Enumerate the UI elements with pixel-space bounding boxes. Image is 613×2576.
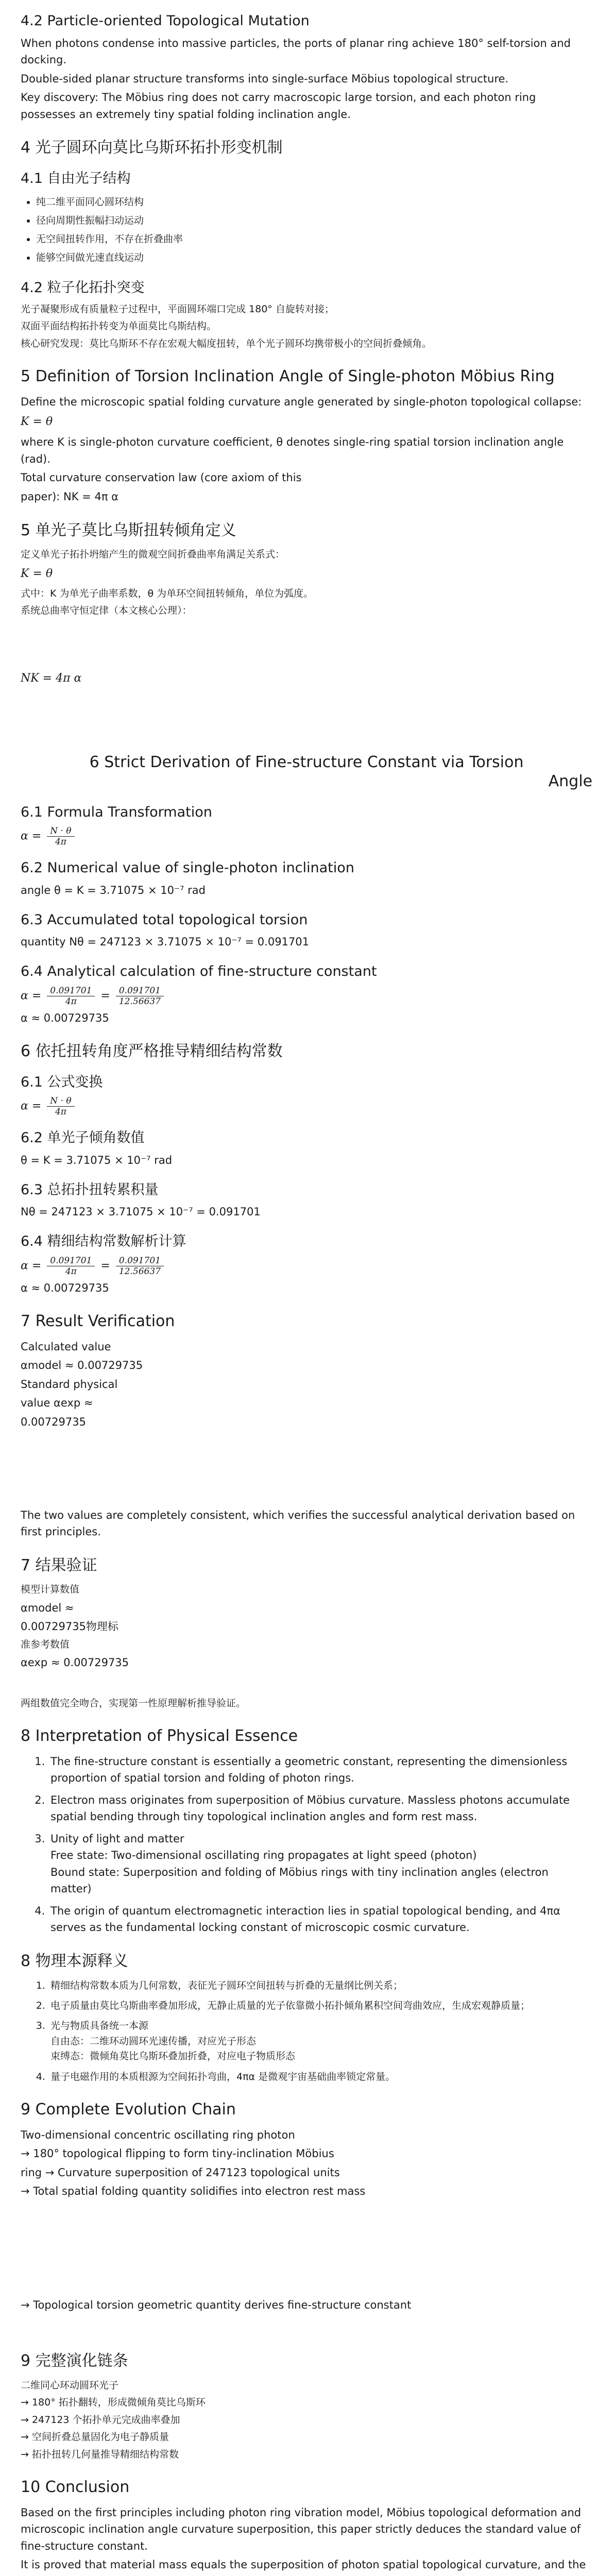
list-item: • 无空间扭转作用，不存在折叠曲率 [36, 230, 592, 248]
paragraph: When photons condense into massive particles, the ports of planar ring achieve 180° self-torsion and docking. [21, 37, 571, 66]
fraction [47, 986, 95, 1007]
paragraph: Double-sided planar structure transforms into single-surface Möbius topological structure. [21, 72, 509, 85]
subsection-title: 6.3 Accumulated total topological torsion [21, 911, 308, 928]
denominator: 4π [55, 837, 66, 848]
paragraph: 式中：K 为单光子曲率系数，θ 为单环空间扭转倾角，单位为弧度。 [21, 587, 314, 599]
equation: NK = 4π α [21, 672, 82, 685]
paragraph: Define the microscopic spatial folding curvature angle generated by single-photon topological collapse: [21, 395, 582, 408]
formula [21, 1096, 592, 1117]
numerator: N · θ [47, 1096, 74, 1107]
text-line: Calculated value [21, 1340, 111, 1353]
document-page [21, 12, 592, 2576]
list-item: 1. The fine-structure constant is essentially a geometric constant, representing the dimensionless proportion of spatial torsion and folding of photon rings. [48, 1753, 592, 1787]
subsection-title: 6.4 Analytical calculation of fine-structure constant [21, 963, 377, 979]
equation: K = θ [21, 567, 53, 581]
text-line: αmodel ≈ 0.00729735 [21, 1359, 143, 1372]
chain-line: ring → Curvature superposition of 247123 topological units [21, 2166, 340, 2179]
subsection-title: 6.3 总拓扑扭转累积量 [21, 1181, 159, 1198]
section-7-zh-title: 7 结果验证 [21, 1556, 97, 1574]
section-4-2-title: 4.2 Particle-oriented Topological Mutation [21, 13, 310, 29]
list-item: 4. The origin of quantum electromagnetic interaction lies in spatial topological bending, and 4πα serves as the fundamental locking constant of microscopic cosmic curvature. [48, 1903, 592, 1936]
paragraph: paper): NK = 4π α [21, 490, 118, 503]
section-6-zh-title: 6 依托扭转角度严格推导精细结构常数 [21, 1042, 283, 1061]
fraction [47, 1256, 95, 1277]
fraction [47, 826, 74, 847]
text-line: value αexp ≈ [21, 1397, 93, 1410]
list-item: • 能够空间做光速直线运动 [36, 248, 592, 267]
title-line: Angle [548, 772, 592, 790]
chain-line: → 247123 个拓扑单元完成曲率叠加 [21, 2414, 180, 2426]
paragraph: 定义单光子拓扑坍缩产生的微观空间折叠曲率角满足关系式： [21, 549, 285, 560]
subsection-title: 6.1 公式变换 [21, 1074, 103, 1090]
list-item: 2. 电子质量由莫比乌斯曲率叠加形成，无静止质量的光子依靠微小拓扑倾角累积空间弯曲效应，生成宏观静质量； [48, 1998, 592, 2013]
value-line: angle θ = K = 3.71075 × 10⁻⁷ rad [21, 884, 206, 896]
formula: α = $\frac{0.091701}{4\pi}$ = $\frac{0.091701}{12.56637}$ [21, 986, 592, 1007]
formula-lhs: α = [21, 989, 42, 1003]
paragraph: The two values are completely consistent, which verifies the successful analytical derivation based on first principles. [21, 1509, 575, 1538]
formula: α = $\frac{0.091701}{4\pi}$ = $\frac{0.091701}{12.56637}$ [21, 1256, 592, 1277]
text-line: 0.00729735物理标 [21, 1620, 118, 1633]
value-line: Nθ = 247123 × 3.71075 × 10⁻⁷ = 0.091701 [21, 1206, 261, 1218]
value-line: θ = K = 3.71075 × 10⁻⁷ rad [21, 1154, 173, 1167]
section-4-zh-title: 4 光子圆环向莫比乌斯环拓扑形变机制 [21, 139, 283, 157]
text-line: 0.00729735 [21, 1415, 86, 1428]
text-line: αexp ≈ 0.00729735 [21, 1656, 129, 1669]
paragraph: 光子凝聚形成有质量粒子过程中，平面圆环端口完成 180° 自旋转对接； [21, 303, 334, 315]
list-item: 2. Electron mass originates from superposition of Möbius curvature. Massless photons accumulate spatial bending through tiny topological inclination angles and form rest mass. [48, 1792, 592, 1825]
value-line: α ≈ 0.00729735 [21, 1281, 109, 1294]
paragraph: where K is single-photon curvature coefficient, θ denotes single-ring spatial torsion inclination angle (rad). [21, 436, 564, 465]
subsection-title: 6.4 精细结构常数解析计算 [21, 1233, 186, 1249]
numerator: 0.091701 [47, 986, 95, 996]
numerator: 0.091701 [116, 986, 164, 996]
paragraph: 双面平面结构拓扑转变为单面莫比乌斯结构。 [21, 320, 217, 332]
chain-line: → 180° 拓扑翻转，形成微倾角莫比乌斯环 [21, 2397, 206, 2409]
text-line: 模型计算数值 [21, 1584, 80, 1596]
denominator: 4π [65, 996, 77, 1007]
list-item: 3. Unity of light and matter Free state: Two-dimensional oscillating ring propagates at light speed (photon) Bound state: Superposition and folding of Möbius rings with tiny inclination angles (electron matter) [48, 1831, 592, 1897]
text-line: 准参考数值 [21, 1638, 70, 1650]
subsection-title: 4.1 自由光子结构 [21, 170, 131, 187]
bullet-list [36, 193, 592, 267]
numbered-list [48, 1978, 592, 2085]
numbered-list [48, 1753, 592, 1936]
formula-lhs: α = [21, 1259, 42, 1273]
equation: K = θ [21, 415, 53, 429]
paragraph: 系统总曲率守恒定律（本文核心公理）： [21, 604, 192, 616]
section-5-zh-title: 5 单光子莫比乌斯扭转倾角定义 [21, 521, 236, 539]
value-line: quantity Nθ = 247123 × 3.71075 × 10⁻⁷ = 0.091701 [21, 936, 309, 948]
numerator: N · θ [47, 826, 74, 837]
formula [21, 826, 592, 847]
paragraph: 两组数值完全吻合，实现第一性原理解析推导验证。 [21, 1697, 246, 1709]
fraction [116, 1256, 164, 1277]
fraction [47, 1096, 74, 1117]
denominator: 4π [55, 1107, 66, 1117]
paragraph: Total curvature conservation law (core axiom of this [21, 471, 302, 484]
list-item: • 纯二维平面同心圆环结构 [36, 193, 592, 211]
chain-line: → Total spatial folding quantity solidifies into electron rest mass [21, 2185, 366, 2198]
section-7-title: 7 Result Verification [21, 1312, 175, 1331]
formula-lhs: α = [21, 1099, 42, 1113]
denominator: 12.56637 [118, 996, 161, 1007]
subsection-title: 4.2 粒子化拓扑突变 [21, 280, 145, 296]
chain-line: 二维同心环动圆环光子 [21, 2379, 119, 2391]
section-6-title [21, 753, 592, 791]
subsection-title: 6.2 Numerical value of single-photon inclination [21, 860, 354, 876]
subsection-title: 6.2 单光子倾角数值 [21, 1130, 145, 1146]
section-9-zh-title: 9 完整演化链条 [21, 2352, 128, 2370]
section-10-title: 10 Conclusion [21, 2478, 130, 2497]
section-8-zh-title: 8 物理本源释义 [21, 1952, 128, 1971]
chain-line: → 拓扑扭转几何量推导精细结构常数 [21, 2448, 179, 2460]
paragraph: Key discovery: The Möbius ring does not carry macroscopic large torsion, and each photon ring possesses an extremely tiny spatial folding inclination angle. [21, 91, 536, 121]
numerator: 0.091701 [116, 1256, 164, 1266]
paragraph: It is proved that material mass equals the superposition of photon spatial topological curvature, and the [21, 2558, 586, 2571]
section-8-title: 8 Interpretation of Physical Essence [21, 1727, 298, 1745]
fraction [116, 986, 164, 1007]
text-line: αmodel ≈ [21, 1601, 74, 1614]
list-item: 1. 精细结构常数本质为几何常数，表征光子圆环空间扭转与折叠的无量纲比例关系； [48, 1978, 592, 1993]
chain-line: → 空间折叠总量固化为电子静质量 [21, 2431, 169, 2443]
value-line: α ≈ 0.00729735 [21, 1011, 109, 1024]
chain-line: Two-dimensional concentric oscillating ring photon [21, 2128, 295, 2141]
numerator: 0.091701 [47, 1256, 95, 1266]
denominator: 12.56637 [118, 1266, 161, 1277]
section-9-title: 9 Complete Evolution Chain [21, 2100, 236, 2119]
list-item: 4. 量子电磁作用的本质根源为空间拓扑弯曲，4πα 是微观宇宙基础曲率锁定常量。 [48, 2070, 592, 2084]
formula-lhs: α = [21, 829, 42, 843]
denominator: 4π [65, 1266, 77, 1277]
chain-line: → Topological torsion geometric quantity derives fine-structure constant [21, 2298, 412, 2311]
paragraph: 核心研究发现：莫比乌斯环不存在宏观大幅度扭转，单个光子圆环均携带极小的空间折叠倾角。 [21, 337, 432, 349]
title-line: 6 Strict Derivation of Fine-structure Constant via Torsion [89, 753, 524, 771]
list-item: 3. 光与物质具备统一本源 自由态：二维环动圆环光速传播，对应光子形态 束缚态：微倾角莫比乌斯环叠加折叠，对应电子物质形态 [48, 2019, 592, 2064]
list-item: • 径向周期性振幅扫动运动 [36, 211, 592, 230]
paragraph: Based on the first principles including photon ring vibration model, Möbius topological deformation and microscopic inclination angle curvature superposition, this paper strictly deduces the standard value of fine-structure constant. [21, 2506, 581, 2552]
subsection-title: 6.1 Formula Transformation [21, 804, 212, 820]
chain-line: → 180° topological flipping to form tiny-inclination Möbius [21, 2147, 334, 2160]
text-line: Standard physical [21, 1378, 118, 1391]
section-5-title: 5 Definition of Torsion Inclination Angle of Single-photon Möbius Ring [21, 367, 555, 386]
